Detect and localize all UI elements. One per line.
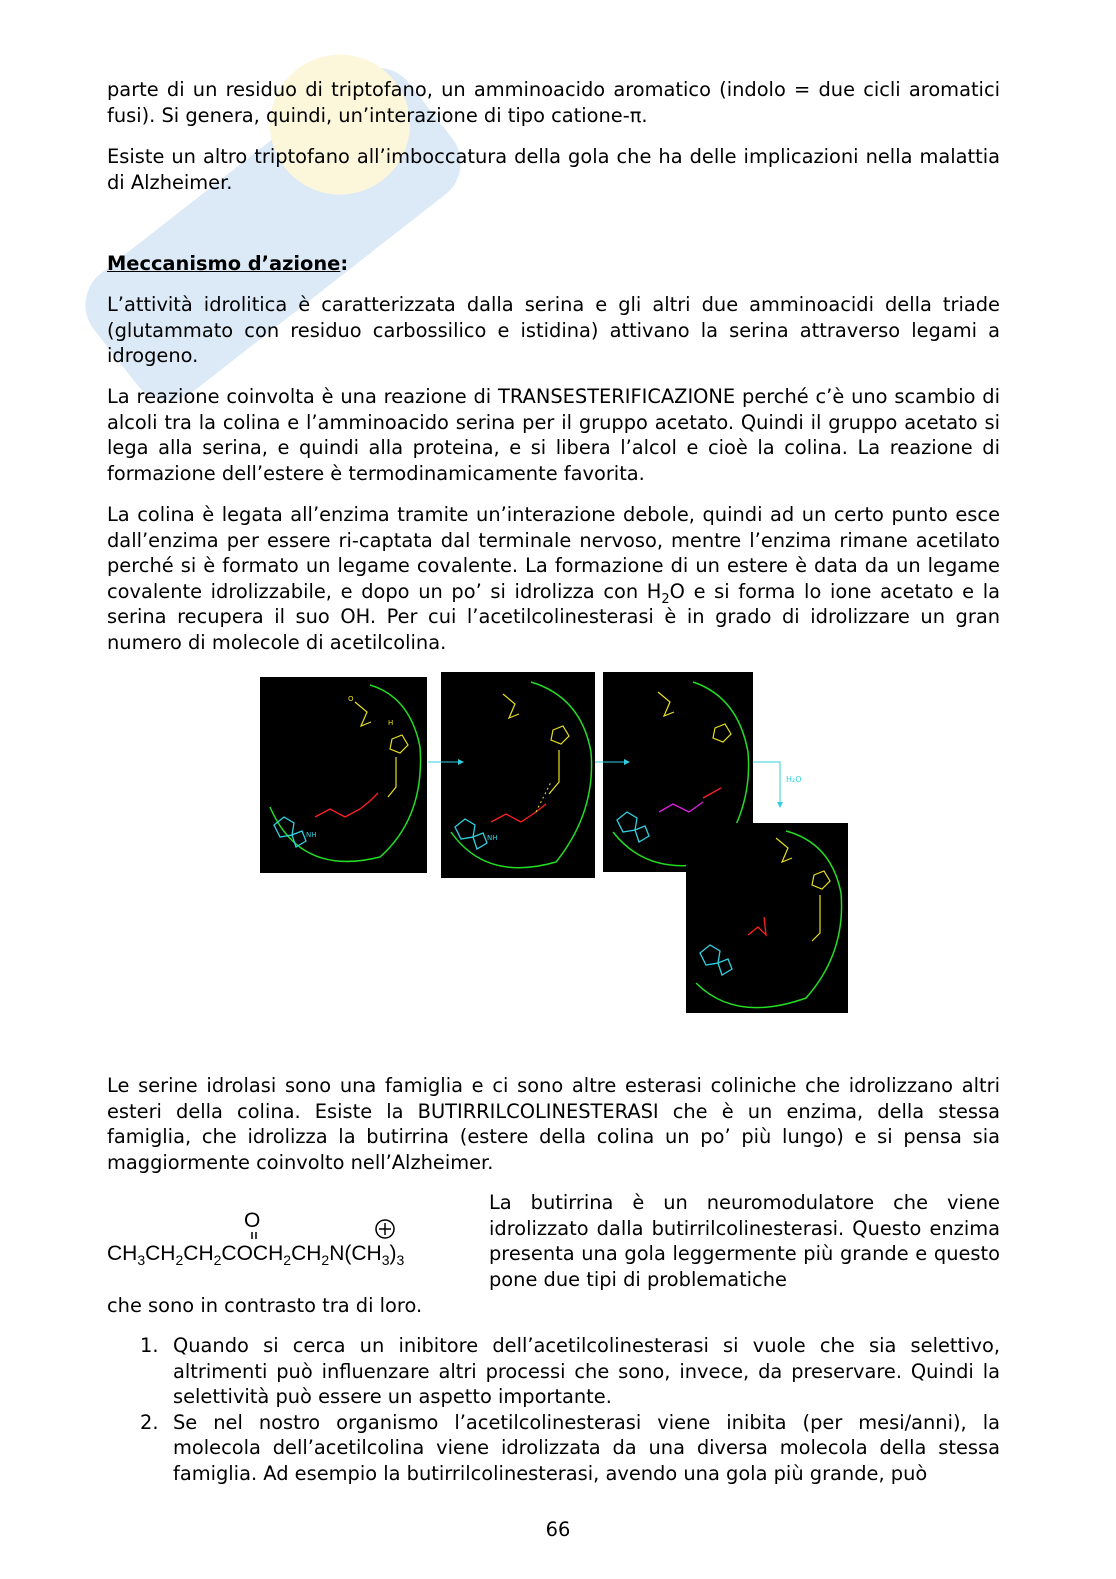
list-item	[140, 1410, 1000, 1487]
section-heading-colon: :	[340, 252, 349, 275]
mechanism-figure	[258, 670, 858, 1020]
label-water: H₂O	[786, 775, 802, 784]
formula-chain: $CH_3CH_2CH_2COCH_2CH_2N(CH_3)_3$	[107, 1242, 405, 1268]
paragraph-serine-hydrolases: Le serine idrolasi sono una famiglia e ci sono altre esterasi coliniche che idrolizzano altri esteri della colina. Esiste la BUTIRRILCOLINESTERASI che è un enzima, della stessa famiglia, che idrolizza la butirrina (estere della colina un po’ più lungo) e si pensa sia maggiormente coinvolto nell’Alzheimer.	[107, 1074, 1000, 1174]
label-h-1: H	[388, 719, 394, 727]
section-heading	[107, 252, 348, 275]
label-nh-2: NH	[487, 834, 498, 842]
list-item-number: 2.	[140, 1410, 159, 1434]
paragraph-choline	[107, 502, 1000, 656]
paragraph-butyrylcholine-continued: che sono in contrasto tra di loro.	[107, 1294, 423, 1317]
list-item-number: 1.	[140, 1334, 159, 1357]
paragraph-butyrylcholine: La butirrina è un neuromodulatore che viene idrolizzato dalla butirrilcolinesterasi. Questo enzima presenta una gola leggermente più grande e questo pone due tipi di problematiche	[489, 1191, 1000, 1291]
butyrylcholine-formula	[107, 1205, 477, 1275]
list-item-text: Se nel nostro organismo l’acetilcolinesterasi viene inibita (per mesi/anni), la molecola dell’acetilcolina viene idrolizzata da una diversa molecola della stessa famiglia. Ad esempio la butirrilcolinesterasi, avendo una gola più grande, può	[173, 1410, 1000, 1485]
paragraph-hydrolytic-activity: L’attività idrolitica è caratterizzata dalla serina e gli altri due amminoacidi della triade (glutammato con residuo carbossilico e istidina) attivano la serina attraverso legami a idrogeno.	[107, 293, 1000, 368]
numbered-list	[140, 1333, 1000, 1487]
subscript-2: 2	[661, 591, 670, 607]
list-item-text: Quando si cerca un inibitore dell’acetilcolinesterasi si vuole che sia selettivo, altrimenti può influenzare altri processi che sono, invece, da preservare. Quindi la selettività può essere un aspetto importante.	[173, 1334, 1000, 1409]
paragraph-tryptophan: parte di un residuo di triptofano, un amminoacido aromatico (indolo = due cicli aromatici fusi). Si genera, quindi, un’interazione di tipo catione-π.	[107, 78, 1000, 127]
paragraph-choline-part1: La colina è legata all’enzima tramite un’interazione debole, quindi ad un certo punto esce dall’enzima per essere ri-captata dal terminale nervoso, mentre l’enzima rimane acetilato perché si è formato un legame covalente. La formazione di un estere è data da un legame covalente idrolizzabile, e dopo un po’ si idrolizza con H	[107, 503, 1000, 603]
paragraph-alzheimer: Esiste un altro triptofano all’imboccatura della gola che ha delle implicazioni nella malattia di Alzheimer.	[107, 145, 1000, 194]
label-o-1: O	[348, 695, 354, 703]
label-nh-1: NH	[306, 831, 317, 839]
formula-oxygen: O	[244, 1209, 261, 1232]
list-item	[140, 1333, 1000, 1410]
section-heading-text: Meccanismo d’azione	[107, 252, 341, 275]
paragraph-choline-part2: O e si forma lo ione acetato e la serina recupera il suo OH. Per cui l’acetilcolinesterasi è in grado di idrolizzare un gran numero di molecole di acetilcolina.	[107, 579, 1001, 654]
page-number: 66	[545, 1518, 571, 1541]
mechanism-arrows	[258, 670, 858, 1020]
paragraph-transesterification: La reazione coinvolta è una reazione di TRANSESTERIFICAZIONE perché c’è uno scambio di alcoli tra la colina e l’amminoacido serina per il gruppo acetato. Quindi il gruppo acetato si lega alla serina, e quindi alla proteina, e si libera l’alcol e cioè la colina. La reazione di formazione dell’estere è termodinamicamente favorita.	[107, 385, 1000, 485]
